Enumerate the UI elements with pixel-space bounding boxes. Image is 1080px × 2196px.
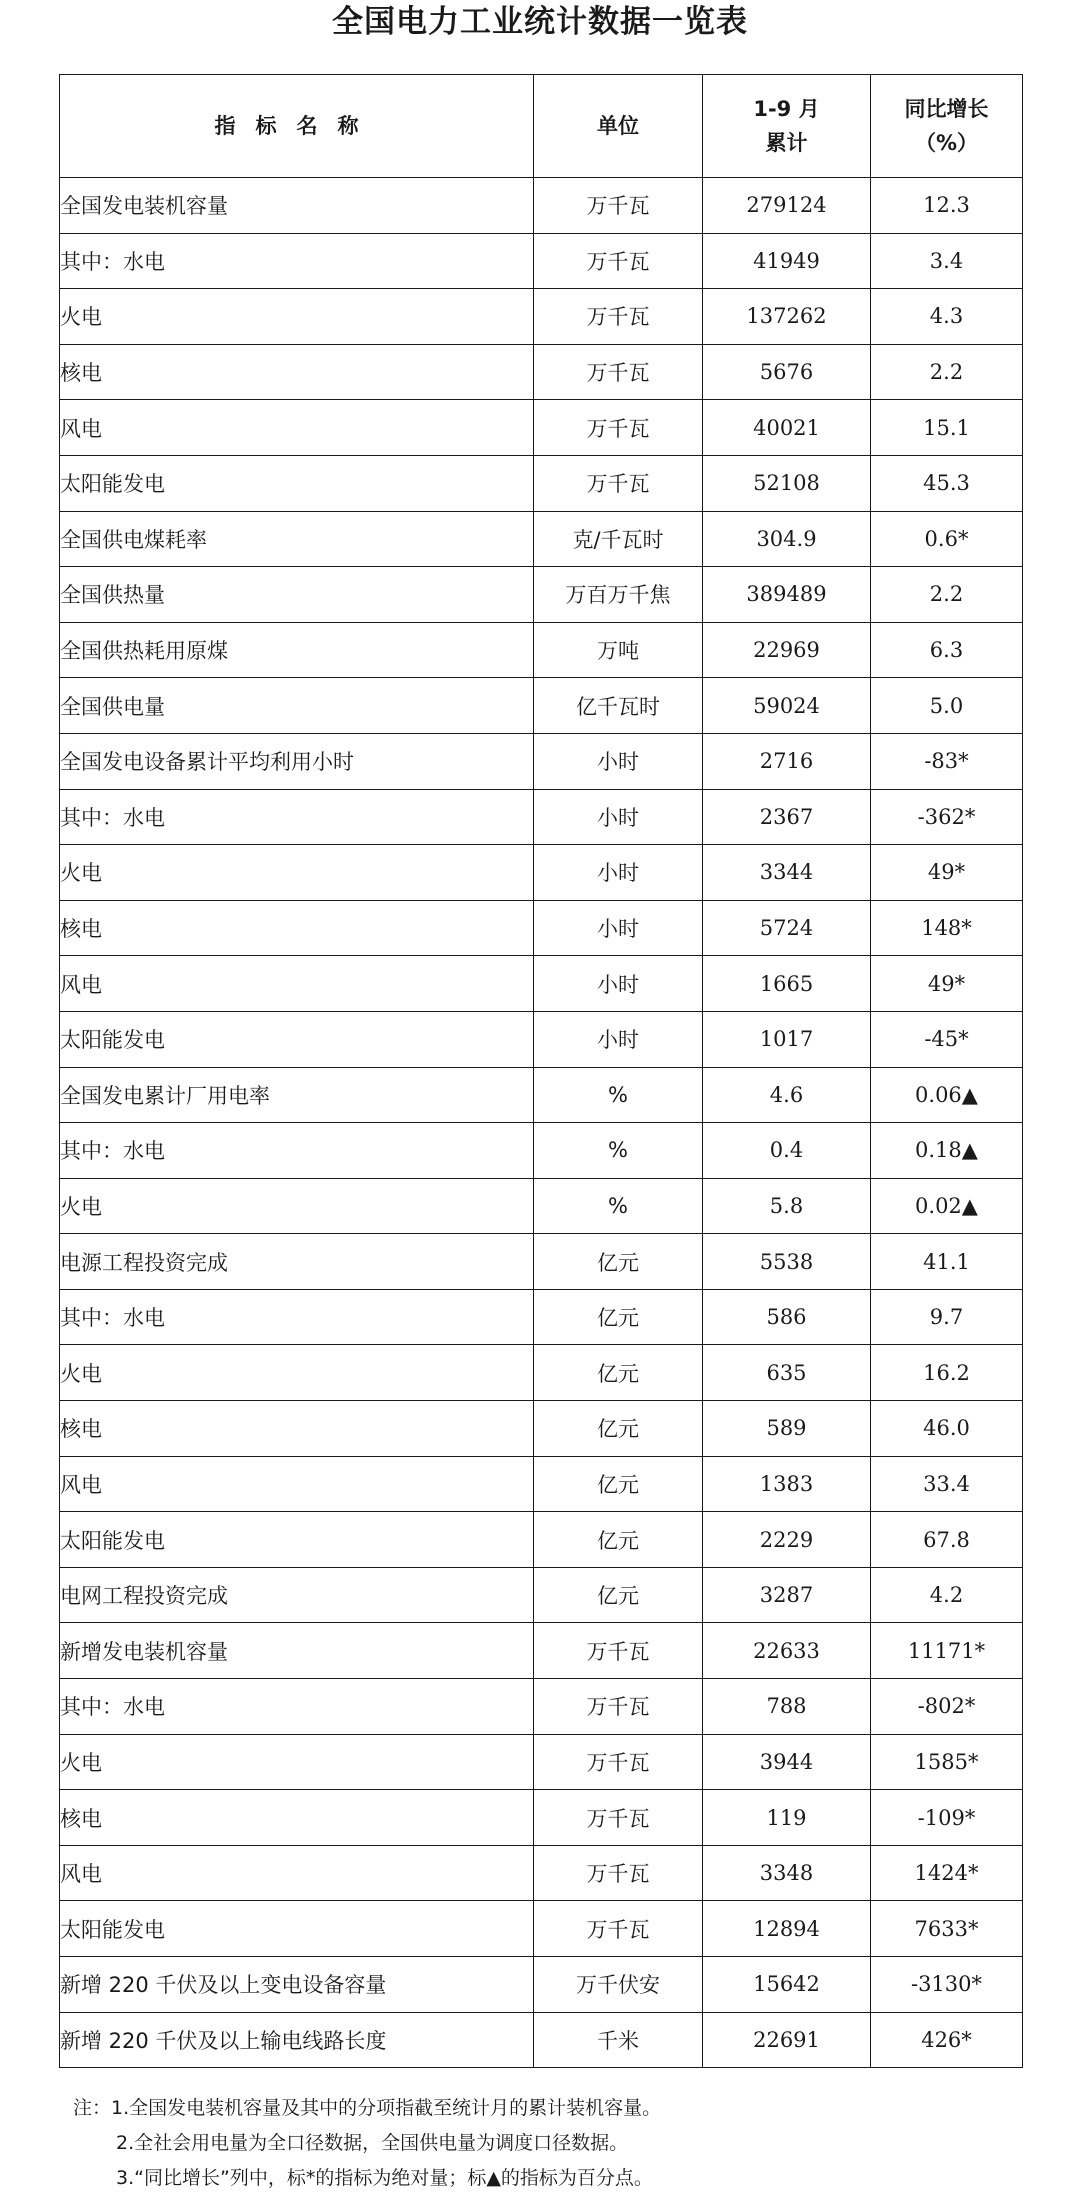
indicator-name-cell: 其中：水电 <box>60 789 534 845</box>
yoy-growth-cell: 3.4 <box>871 233 1023 289</box>
table-body <box>60 178 1023 2068</box>
unit-cell: 万千瓦 <box>534 400 703 456</box>
indicator-name-cell: 其中：水电 <box>60 1679 534 1735</box>
indicator-name-cell: 风电 <box>60 956 534 1012</box>
unit-cell: 亿元 <box>534 1401 703 1457</box>
indicator-name-cell: 新增 220 千伏及以上变电设备容量 <box>60 1957 534 2013</box>
header-yoy-growth <box>871 75 1023 178</box>
yoy-growth-cell: 4.3 <box>871 289 1023 345</box>
note-line: 3.“同比增长”列中，标*的指标为绝对量；标▲的指标为百分点。 <box>116 2167 653 2189</box>
yoy-growth-cell: 15.1 <box>871 400 1023 456</box>
unit-cell: % <box>534 1067 703 1123</box>
unit-cell: 亿元 <box>534 1456 703 1512</box>
cumulative-value-cell: 52108 <box>703 455 871 511</box>
note-line: 2.全社会用电量为全口径数据，全国供电量为调度口径数据。 <box>116 2132 629 2154</box>
unit-cell: % <box>534 1178 703 1234</box>
unit-cell: 万千瓦 <box>534 233 703 289</box>
cumulative-value-cell: 22969 <box>703 622 871 678</box>
indicator-name-cell: 全国供电煤耗率 <box>60 511 534 567</box>
cumulative-value-cell: 589 <box>703 1401 871 1457</box>
yoy-growth-cell: 6.3 <box>871 622 1023 678</box>
page-title: 全国电力工业统计数据一览表 <box>332 4 748 40</box>
yoy-growth-cell: -109* <box>871 1790 1023 1846</box>
yoy-growth-cell: 5.0 <box>871 678 1023 734</box>
table-row <box>60 1456 1023 1512</box>
cumulative-value-cell: 1383 <box>703 1456 871 1512</box>
table-row <box>60 1679 1023 1735</box>
indicator-name-cell: 全国发电装机容量 <box>60 178 534 234</box>
cumulative-value-cell: 12894 <box>703 1901 871 1957</box>
cumulative-value-cell: 5676 <box>703 344 871 400</box>
indicator-name-cell: 核电 <box>60 900 534 956</box>
cumulative-value-cell: 22633 <box>703 1623 871 1679</box>
table-row <box>60 1567 1023 1623</box>
unit-cell: 万千瓦 <box>534 289 703 345</box>
unit-cell: 小时 <box>534 956 703 1012</box>
yoy-growth-cell: -362* <box>871 789 1023 845</box>
table-row <box>60 233 1023 289</box>
table-row <box>60 1178 1023 1234</box>
indicator-name-cell: 其中：水电 <box>60 1289 534 1345</box>
yoy-growth-cell: -45* <box>871 1011 1023 1067</box>
unit-cell: 亿元 <box>534 1289 703 1345</box>
header-cumulative-line1: 1-9 月 <box>753 97 820 121</box>
indicator-name-cell: 核电 <box>60 1401 534 1457</box>
yoy-growth-cell: 46.0 <box>871 1401 1023 1457</box>
indicator-name-cell: 火电 <box>60 1178 534 1234</box>
table-row <box>60 2012 1023 2068</box>
unit-cell: 万千瓦 <box>534 178 703 234</box>
cumulative-value-cell: 0.4 <box>703 1123 871 1179</box>
unit-cell: 万千瓦 <box>534 344 703 400</box>
unit-cell: % <box>534 1123 703 1179</box>
yoy-growth-cell: 2.2 <box>871 344 1023 400</box>
cumulative-value-cell: 2716 <box>703 733 871 789</box>
yoy-growth-cell: -802* <box>871 1679 1023 1735</box>
unit-cell: 万千瓦 <box>534 1679 703 1735</box>
table-row <box>60 733 1023 789</box>
yoy-growth-cell: 9.7 <box>871 1289 1023 1345</box>
indicator-name-cell: 其中：水电 <box>60 1123 534 1179</box>
table-row <box>60 1011 1023 1067</box>
header-growth-line2: （%） <box>914 131 979 155</box>
unit-cell: 万千瓦 <box>534 1623 703 1679</box>
unit-cell: 小时 <box>534 900 703 956</box>
unit-cell: 克/千瓦时 <box>534 511 703 567</box>
indicator-name-cell: 风电 <box>60 1456 534 1512</box>
table-row <box>60 1957 1023 2013</box>
table-row <box>60 455 1023 511</box>
yoy-growth-cell: 1585* <box>871 1734 1023 1790</box>
cumulative-value-cell: 3344 <box>703 845 871 901</box>
cumulative-value-cell: 4.6 <box>703 1067 871 1123</box>
unit-cell: 亿元 <box>534 1234 703 1290</box>
unit-cell: 万千瓦 <box>534 1901 703 1957</box>
yoy-growth-cell: 12.3 <box>871 178 1023 234</box>
indicator-name-cell: 核电 <box>60 344 534 400</box>
indicator-name-cell: 全国供热耗用原煤 <box>60 622 534 678</box>
cumulative-value-cell: 304.9 <box>703 511 871 567</box>
unit-cell: 小时 <box>534 845 703 901</box>
indicator-name-cell: 电网工程投资完成 <box>60 1567 534 1623</box>
unit-cell: 万千瓦 <box>534 455 703 511</box>
yoy-growth-cell: 426* <box>871 2012 1023 2068</box>
unit-cell: 万百万千焦 <box>534 567 703 623</box>
header-cumulative <box>703 75 871 178</box>
indicator-name-cell: 太阳能发电 <box>60 1901 534 1957</box>
cumulative-value-cell: 40021 <box>703 400 871 456</box>
table-row <box>60 1512 1023 1568</box>
unit-cell: 万千瓦 <box>534 1734 703 1790</box>
indicator-name-cell: 新增发电装机容量 <box>60 1623 534 1679</box>
indicator-name-cell: 电源工程投资完成 <box>60 1234 534 1290</box>
yoy-growth-cell: -83* <box>871 733 1023 789</box>
unit-cell: 小时 <box>534 789 703 845</box>
indicator-name-cell: 全国供电量 <box>60 678 534 734</box>
cumulative-value-cell: 586 <box>703 1289 871 1345</box>
header-unit: 单位 <box>534 75 703 178</box>
yoy-growth-cell: 0.18▲ <box>871 1123 1023 1179</box>
cumulative-value-cell: 389489 <box>703 567 871 623</box>
table-row <box>60 1123 1023 1179</box>
unit-cell: 亿元 <box>534 1345 703 1401</box>
unit-cell: 亿元 <box>534 1512 703 1568</box>
cumulative-value-cell: 3944 <box>703 1734 871 1790</box>
indicator-name-cell: 火电 <box>60 845 534 901</box>
indicator-name-cell: 风电 <box>60 1845 534 1901</box>
table-header-row <box>60 75 1023 178</box>
cumulative-value-cell: 5538 <box>703 1234 871 1290</box>
yoy-growth-cell: -3130* <box>871 1957 1023 2013</box>
unit-cell: 小时 <box>534 733 703 789</box>
unit-cell: 亿千瓦时 <box>534 678 703 734</box>
cumulative-value-cell: 5.8 <box>703 1178 871 1234</box>
unit-cell: 小时 <box>534 1011 703 1067</box>
cumulative-value-cell: 1017 <box>703 1011 871 1067</box>
yoy-growth-cell: 1424* <box>871 1845 1023 1901</box>
unit-cell: 万千瓦 <box>534 1845 703 1901</box>
cumulative-value-cell: 5724 <box>703 900 871 956</box>
table-row <box>60 1234 1023 1290</box>
cumulative-value-cell: 788 <box>703 1679 871 1735</box>
yoy-growth-cell: 4.2 <box>871 1567 1023 1623</box>
indicator-name-cell: 太阳能发电 <box>60 455 534 511</box>
table-row <box>60 1734 1023 1790</box>
cumulative-value-cell: 22691 <box>703 2012 871 2068</box>
header-indicator-name: 指标名称 <box>60 75 534 178</box>
yoy-growth-cell: 7633* <box>871 1901 1023 1957</box>
cumulative-value-cell: 15642 <box>703 1957 871 2013</box>
table-row <box>60 289 1023 345</box>
statistics-table <box>59 74 1023 2068</box>
table-row <box>60 511 1023 567</box>
unit-cell: 千米 <box>534 2012 703 2068</box>
table-row <box>60 1790 1023 1846</box>
yoy-growth-cell: 67.8 <box>871 1512 1023 1568</box>
indicator-name-cell: 全国发电累计厂用电率 <box>60 1067 534 1123</box>
unit-cell: 万吨 <box>534 622 703 678</box>
note-line: 注：1.全国发电装机容量及其中的分项指截至统计月的累计装机容量。 <box>73 2097 662 2119</box>
yoy-growth-cell: 0.6* <box>871 511 1023 567</box>
cumulative-value-cell: 3287 <box>703 1567 871 1623</box>
indicator-name-cell: 火电 <box>60 1345 534 1401</box>
cumulative-value-cell: 41949 <box>703 233 871 289</box>
indicator-name-cell: 全国发电设备累计平均利用小时 <box>60 733 534 789</box>
indicator-name-cell: 新增 220 千伏及以上输电线路长度 <box>60 2012 534 2068</box>
table-row <box>60 1901 1023 1957</box>
cumulative-value-cell: 279124 <box>703 178 871 234</box>
table-row <box>60 400 1023 456</box>
yoy-growth-cell: 33.4 <box>871 1456 1023 1512</box>
cumulative-value-cell: 2229 <box>703 1512 871 1568</box>
indicator-name-cell: 其中：水电 <box>60 233 534 289</box>
yoy-growth-cell: 41.1 <box>871 1234 1023 1290</box>
cumulative-value-cell: 3348 <box>703 1845 871 1901</box>
cumulative-value-cell: 119 <box>703 1790 871 1846</box>
notes <box>73 2091 1033 2196</box>
indicator-name-cell: 核电 <box>60 1790 534 1846</box>
cumulative-value-cell: 2367 <box>703 789 871 845</box>
yoy-growth-cell: 11171* <box>871 1623 1023 1679</box>
indicator-name-cell: 全国供热量 <box>60 567 534 623</box>
table-row <box>60 1067 1023 1123</box>
unit-cell: 万千瓦 <box>534 1790 703 1846</box>
indicator-name-cell: 风电 <box>60 400 534 456</box>
yoy-growth-cell: 16.2 <box>871 1345 1023 1401</box>
yoy-growth-cell: 45.3 <box>871 455 1023 511</box>
yoy-growth-cell: 0.06▲ <box>871 1067 1023 1123</box>
yoy-growth-cell: 49* <box>871 845 1023 901</box>
indicator-name-cell: 火电 <box>60 1734 534 1790</box>
table-row <box>60 567 1023 623</box>
table-row <box>60 900 1023 956</box>
table-row <box>60 1289 1023 1345</box>
cumulative-value-cell: 59024 <box>703 678 871 734</box>
cumulative-value-cell: 1665 <box>703 956 871 1012</box>
cumulative-value-cell: 137262 <box>703 289 871 345</box>
table-row <box>60 178 1023 234</box>
table-row <box>60 344 1023 400</box>
table-row <box>60 1845 1023 1901</box>
table-row <box>60 789 1023 845</box>
indicator-name-cell: 太阳能发电 <box>60 1011 534 1067</box>
yoy-growth-cell: 2.2 <box>871 567 1023 623</box>
header-cumulative-line2: 累计 <box>765 131 808 155</box>
table-row <box>60 1401 1023 1457</box>
table-row <box>60 845 1023 901</box>
table-row <box>60 678 1023 734</box>
unit-cell: 万千伏安 <box>534 1957 703 2013</box>
header-growth-line1: 同比增长 <box>904 97 989 121</box>
table-row <box>60 956 1023 1012</box>
yoy-growth-cell: 0.02▲ <box>871 1178 1023 1234</box>
indicator-name-cell: 火电 <box>60 289 534 345</box>
table-row <box>60 1345 1023 1401</box>
unit-cell: 亿元 <box>534 1567 703 1623</box>
cumulative-value-cell: 635 <box>703 1345 871 1401</box>
indicator-name-cell: 太阳能发电 <box>60 1512 534 1568</box>
table-row <box>60 622 1023 678</box>
table-row <box>60 1623 1023 1679</box>
yoy-growth-cell: 148* <box>871 900 1023 956</box>
yoy-growth-cell: 49* <box>871 956 1023 1012</box>
